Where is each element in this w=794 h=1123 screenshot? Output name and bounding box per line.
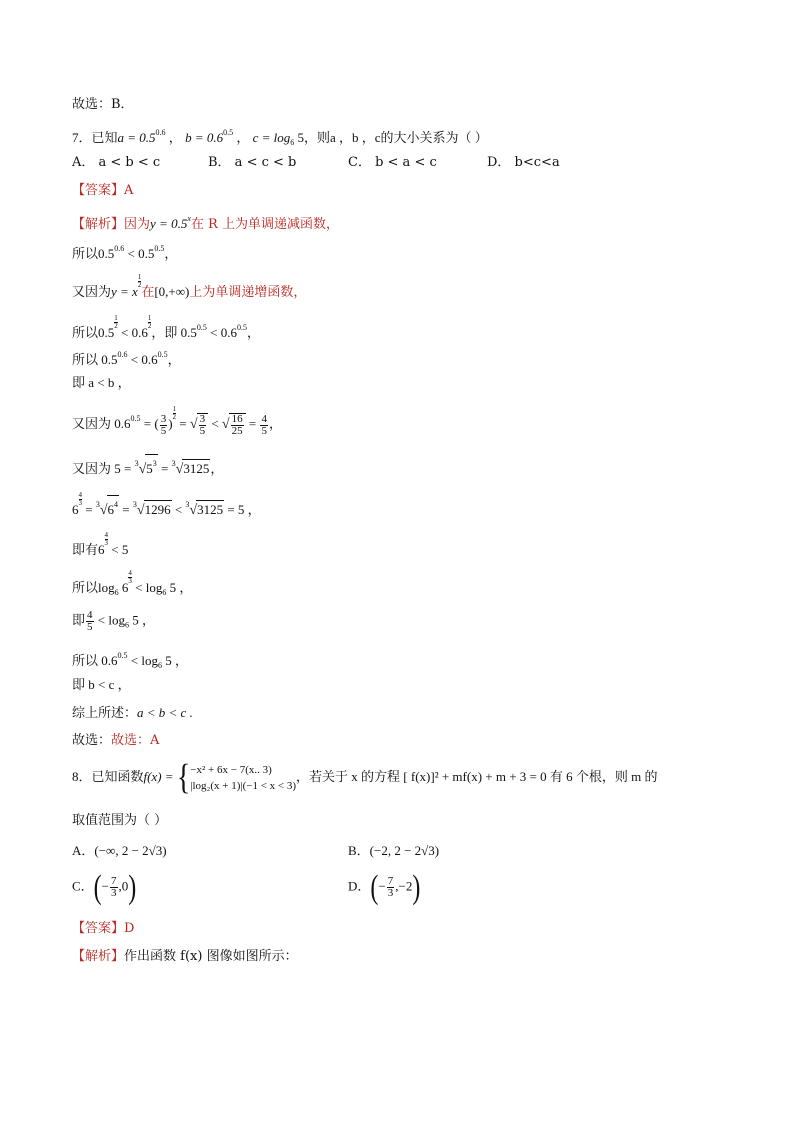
- question-7-option-c: C． b < a < c: [348, 155, 437, 170]
- question-7-option-a: A． a < b < c: [72, 155, 161, 170]
- question-8-option-c: C．(− $\frac{7}{3}$ ,0): [72, 869, 137, 906]
- solution-7-step-12: 即 $\frac{4}{5}$ < $\log_6 5$ ，: [72, 609, 155, 633]
- solution-7-step-7: 又因为 $0.6^{0.5}$ = ( $\frac{3}{5}$ ) $\frac{1}{2}$ = √ $\frac{3}{5}$ < √ $\frac{16}{25}$ = $\frac{4}{5}$ ，: [72, 405, 282, 437]
- piecewise-cases: −x² + 6x − 7(x.. 3) |log₂(x + 1)|(−1 < x < 3): [190, 764, 297, 792]
- solution-7-step-2: 所以$0.5^{0.6} < 0.5^{0.5}$，: [72, 244, 178, 261]
- solution-7-step-11: 所以$\log_6 6$ $\frac{4}{3}$ < $\log_6 5$ ，: [72, 569, 193, 597]
- solution-7-choice: 故选：故选：A: [72, 733, 160, 748]
- answer-value: A: [124, 183, 134, 198]
- solution-7-step-9: 6 $\frac{4}{3}$ = $^3√6^4 = ^3√1296 < ^3√3125 = 5$ ，: [72, 491, 261, 518]
- solution-label: 【解析】: [72, 949, 125, 964]
- solution-7-step-10: 即有6 $\frac{4}{3}$ < 5: [72, 531, 129, 557]
- solution-7-step-3: 又因为y = x $\frac{1}{2}$ 在[0,+∞)上为单调递增函数，: [72, 273, 307, 299]
- answer-label: 【答案】: [72, 183, 125, 198]
- solution-7-step-6: 即 a < b ，: [72, 375, 131, 390]
- solution-label: 【解析】: [72, 217, 125, 232]
- question-7-option-b: B． a < c < b: [208, 155, 297, 170]
- solution-7-step-4: 所以0.5 $\frac{1}{2}$ < 0.6 $\frac{1}{2}$ ，即 $0.5^{0.5} < 0.6^{0.5}$，: [72, 314, 260, 340]
- answer-label: 【答案】: [72, 921, 125, 936]
- solution-7-step-14: 即 b < c ，: [72, 677, 131, 692]
- solution-7-step-5: 所以 $0.5^{0.6} < 0.6^{0.5}$，: [72, 350, 181, 367]
- solution-7-step-1: 【解析】因为$y = 0.5^x$在 R 上为单调递减函数，: [72, 214, 339, 232]
- question-8-stem: 8．已知函数f(x) = { −x² + 6x − 7(x.. 3) |log₂(x + 1)|(−1 < x < 3) ，若关于 x 的方程 [ f(x)]² + mf(x) + m + 3 = 0 有 6 个根，则 m 的: [72, 757, 658, 798]
- solution-7-step-13: 所以 $0.6^{0.5} < \log_6 5$ ，: [72, 651, 188, 670]
- question-7-option-d: D． b<c<a: [487, 155, 560, 170]
- question-8-option-b: B．(−2, 2 − 2√3): [348, 843, 440, 858]
- answer-value: D: [124, 921, 135, 936]
- answer-7: [72, 182, 133, 200]
- question-8-option-a: A．(−∞, 2 − 2√3): [72, 843, 167, 858]
- question-8-option-d: D．(− $\frac{7}{3}$ ,−2): [348, 869, 421, 906]
- solution-7-summary: 综上所述：a < b < c .: [72, 705, 193, 720]
- question-7-stem: 7．已知$a = 0.5^{0.6}$ ， $b = 0.6^{0.5}$ ， $c = \log_6 5$，则a ，b ，c的大小关系为（ ）: [72, 128, 488, 147]
- answer-8: [72, 920, 134, 938]
- previous-answer-line: 故选：B．: [72, 97, 134, 112]
- solution-8-intro: 【解析】作出函数 f(x) 图像如图所示：: [72, 949, 298, 964]
- solution-7-step-8: 又因为 $5 = ^3√5^3 = ^3√3125$，: [72, 454, 223, 479]
- question-8-stem-line-2: 取值范围为（ ）: [72, 813, 168, 828]
